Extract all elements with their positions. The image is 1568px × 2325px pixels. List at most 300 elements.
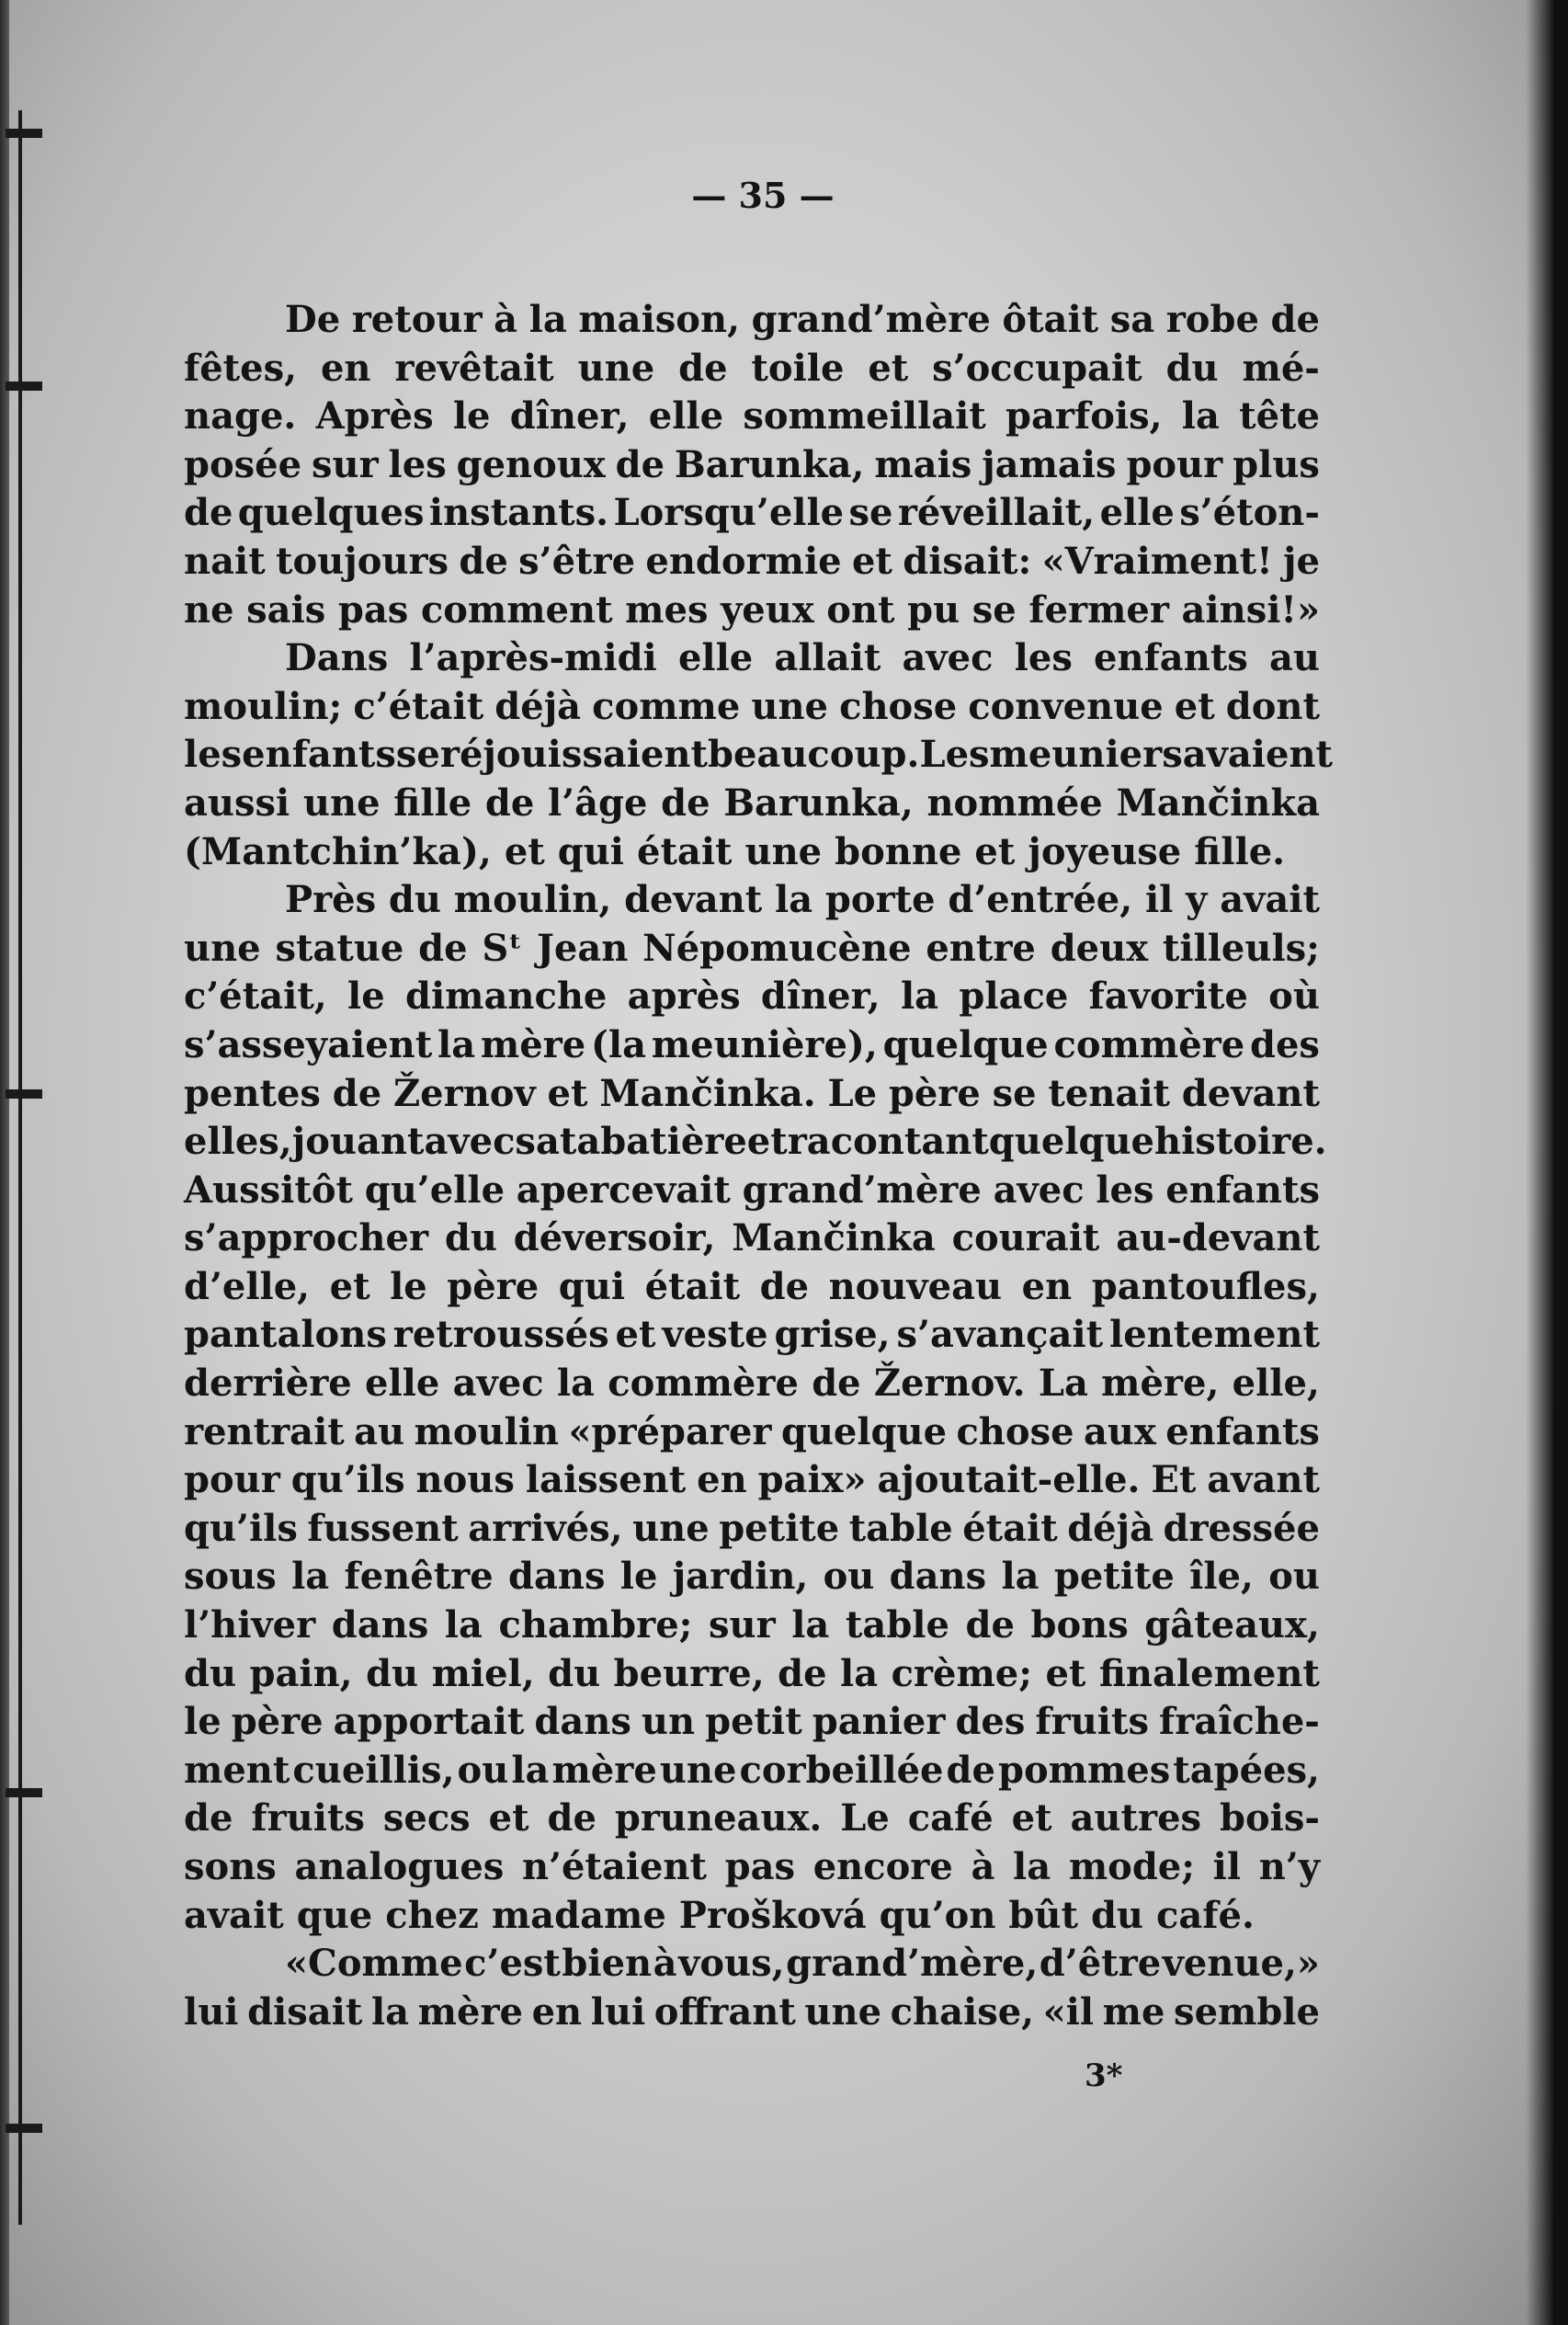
- word: aux: [1083, 1409, 1156, 1453]
- word: pour: [184, 1458, 280, 1502]
- word: du: [1165, 346, 1219, 390]
- word: en: [320, 346, 371, 390]
- word: nait: [184, 539, 266, 583]
- word: secs: [382, 1796, 471, 1841]
- word: qu’ils: [184, 1506, 298, 1550]
- word: posée: [184, 442, 302, 486]
- word: cueillis,: [292, 1748, 455, 1792]
- word: de: [946, 1748, 995, 1792]
- word: Aussitôt: [184, 1168, 353, 1212]
- word: histoire.: [1154, 1120, 1327, 1164]
- word: une: [659, 1748, 737, 1792]
- word: de: [184, 1796, 233, 1841]
- word: c’était,: [184, 974, 327, 1019]
- word: meuniers: [989, 733, 1183, 777]
- word: la: [291, 1555, 330, 1599]
- word: maison,: [578, 298, 740, 341]
- word: le: [619, 1555, 658, 1599]
- text-line: [184, 1698, 1320, 1747]
- word: pain,: [249, 1651, 353, 1695]
- word: Jean: [536, 926, 629, 970]
- word: se: [395, 733, 440, 777]
- text-line: [184, 1795, 1320, 1843]
- text-line: [184, 1989, 1320, 2037]
- word: et: [1045, 1651, 1086, 1695]
- word: il: [1144, 878, 1174, 922]
- binding-stitch-mark: [6, 382, 42, 391]
- word: tapées,: [1173, 1748, 1320, 1792]
- word: de: [184, 491, 233, 535]
- text-line: [184, 780, 1320, 828]
- word: ne: [184, 587, 234, 632]
- word: des: [1249, 1022, 1320, 1066]
- word: Le: [840, 1796, 890, 1841]
- word: toile: [751, 346, 845, 390]
- word: était: [644, 1264, 741, 1308]
- word: nouveau: [828, 1264, 1003, 1308]
- text-line: [184, 1408, 1320, 1457]
- word: dîner,: [509, 394, 630, 439]
- word: comment: [420, 587, 613, 632]
- text-line: [184, 1167, 1320, 1215]
- word: père: [231, 1700, 324, 1744]
- text-line: [184, 489, 1320, 538]
- word: n’y: [1258, 1845, 1320, 1888]
- word: Mančinka.: [599, 1071, 816, 1115]
- word: de: [418, 926, 468, 970]
- book-page: [9, 0, 1553, 2325]
- word: ou: [823, 1555, 875, 1599]
- word: tabatière: [559, 1120, 747, 1164]
- text-line: [184, 538, 1320, 587]
- word: tête: [1239, 394, 1320, 439]
- word: Prošková: [678, 1893, 867, 1937]
- word: moulin,: [453, 878, 612, 922]
- word: jouant: [291, 1120, 425, 1164]
- word: d’elle,: [184, 1264, 311, 1308]
- word: Žernov.: [873, 1362, 1026, 1406]
- word: (la: [590, 1022, 647, 1066]
- word: de: [778, 1651, 827, 1695]
- word: commère: [1053, 1022, 1245, 1066]
- word: favorite: [1088, 974, 1248, 1019]
- text-line: [184, 683, 1320, 732]
- word: se: [848, 491, 893, 535]
- word: la: [1181, 394, 1220, 439]
- text-line: [184, 1892, 1320, 1941]
- word: retour: [351, 298, 483, 341]
- word: ainsi!»: [1181, 587, 1320, 632]
- word: d’entrée,: [948, 878, 1133, 922]
- word: quelque: [882, 1022, 1049, 1066]
- word: pantalons: [184, 1313, 387, 1357]
- word: se: [992, 1071, 1037, 1115]
- word: Žernov: [392, 1071, 536, 1115]
- word: me: [1102, 1989, 1165, 2034]
- word: disait:: [903, 539, 1032, 583]
- word: pas: [337, 587, 409, 632]
- word: déjà: [1067, 1506, 1154, 1550]
- word: sa: [1109, 298, 1155, 341]
- text-line: [184, 441, 1320, 490]
- word: jamais: [982, 442, 1117, 486]
- word: enfants: [1165, 1409, 1320, 1453]
- word: la: [444, 1603, 483, 1647]
- word: en: [1021, 1264, 1073, 1308]
- text-line: [184, 876, 1320, 925]
- word: et: [868, 346, 909, 390]
- word: avait: [1220, 878, 1320, 922]
- word: il: [1212, 1845, 1242, 1888]
- word: fêtes,: [184, 346, 298, 390]
- binding-stitch-mark: [6, 1788, 42, 1797]
- word: pas: [724, 1845, 796, 1888]
- word: fille: [393, 781, 472, 825]
- word: endormie: [645, 539, 842, 583]
- binding-stitch-mark: [6, 1089, 42, 1099]
- word: d’être: [1039, 1942, 1162, 1986]
- word: réveillait,: [897, 491, 1096, 535]
- word: crème;: [891, 1651, 1032, 1695]
- word: de: [965, 1603, 1015, 1647]
- text-line: [184, 925, 1320, 974]
- word: et: [974, 829, 1016, 873]
- word: chaise,: [890, 1989, 1035, 2034]
- word: une: [302, 781, 381, 825]
- word: qui: [558, 1264, 626, 1308]
- word: fruits: [251, 1796, 365, 1841]
- text-line: [184, 1843, 1320, 1892]
- word: mes: [625, 587, 709, 632]
- word: petite: [1053, 1555, 1175, 1599]
- word: analogues: [294, 1845, 505, 1888]
- text-line: [184, 1118, 1327, 1167]
- word: moulin: [414, 1409, 560, 1453]
- word: Le: [827, 1071, 878, 1115]
- word: réjouissaient: [439, 733, 708, 777]
- word: une: [184, 926, 261, 970]
- word: la: [1013, 1845, 1051, 1888]
- word: était: [637, 829, 733, 873]
- word: mais: [874, 442, 972, 486]
- text-line: [184, 1505, 1320, 1554]
- word: porte: [824, 878, 936, 922]
- word: genoux: [456, 442, 606, 486]
- word: s’éton-: [1179, 491, 1320, 535]
- binding-thread: [18, 110, 22, 2225]
- word: et: [547, 1071, 588, 1115]
- text-line: [184, 1456, 1320, 1505]
- word: au: [1268, 636, 1320, 680]
- word: ôtait: [1002, 298, 1099, 341]
- word: vous,: [678, 1942, 785, 1986]
- word: une: [751, 684, 829, 728]
- word: chose: [956, 1409, 1074, 1453]
- word: des: [955, 1700, 1026, 1744]
- word: mère,: [1101, 1362, 1220, 1406]
- word: robe: [1165, 298, 1259, 341]
- word: de: [547, 1796, 597, 1841]
- word: une: [632, 1506, 710, 1550]
- word: fussent: [307, 1506, 459, 1550]
- word: mode;: [1068, 1845, 1196, 1888]
- word: les: [1014, 636, 1073, 680]
- word: que: [296, 1893, 373, 1937]
- word: fraîche-: [1159, 1700, 1320, 1744]
- word: La: [1038, 1362, 1088, 1406]
- word: c’était: [353, 684, 484, 728]
- text-line: [184, 1553, 1320, 1601]
- word: «Vraiment!: [1041, 539, 1273, 583]
- word: rentrait: [184, 1409, 345, 1453]
- word: grand’mère: [742, 1168, 982, 1212]
- word: plus: [1233, 442, 1320, 486]
- word: elle: [1099, 491, 1175, 535]
- word: moulin;: [184, 684, 343, 728]
- word: avaient: [1182, 733, 1333, 777]
- text-line: [184, 1601, 1320, 1650]
- word: sur: [311, 442, 379, 486]
- word: avec: [452, 1362, 544, 1406]
- word: Près: [285, 878, 377, 922]
- word: tenait: [1048, 1071, 1170, 1115]
- word: s’asseyaient: [184, 1022, 433, 1066]
- word: père: [447, 1264, 540, 1308]
- word: meunière),: [651, 1022, 878, 1066]
- word: enfants: [242, 733, 396, 777]
- word: de: [812, 1362, 861, 1406]
- text-line: [184, 1311, 1320, 1360]
- word: racontant: [787, 1120, 989, 1164]
- word: sommeillait: [743, 394, 986, 439]
- word: Lorsqu’elle: [613, 491, 845, 535]
- word: paix»: [757, 1458, 867, 1502]
- word: je: [1283, 539, 1320, 583]
- word: bien: [562, 1942, 653, 1986]
- word: l’hiver: [184, 1603, 316, 1647]
- word: petite: [719, 1506, 840, 1550]
- word: avant: [1207, 1458, 1320, 1502]
- word: Népomucène: [642, 926, 912, 970]
- word: fenêtre: [344, 1555, 494, 1599]
- word: du: [184, 1651, 237, 1695]
- word: et: [615, 1313, 656, 1357]
- word: Après: [315, 394, 434, 439]
- word: la: [370, 1989, 410, 2034]
- word: elle: [677, 636, 754, 680]
- text-line: [184, 634, 1320, 683]
- word: quelque: [988, 1120, 1154, 1164]
- word: qu’elle: [364, 1168, 506, 1212]
- word: ment: [184, 1748, 290, 1792]
- printer-signature-mark: 3*: [1085, 2057, 1123, 2094]
- word: s’approcher: [184, 1216, 429, 1260]
- word: ajoutait-elle.: [877, 1458, 1141, 1502]
- word: avec: [902, 636, 994, 680]
- word: était: [962, 1506, 1058, 1550]
- word: et: [329, 1264, 370, 1308]
- word: lentement: [1109, 1313, 1320, 1357]
- word: fermer: [1028, 587, 1169, 632]
- word: dans: [331, 1603, 429, 1647]
- word: la: [511, 1748, 550, 1792]
- word: une: [744, 829, 823, 873]
- word: se: [971, 587, 1017, 632]
- word: qui: [557, 829, 624, 873]
- word: déversoir,: [513, 1216, 716, 1260]
- word: la: [437, 1022, 476, 1066]
- word: semble: [1174, 1989, 1320, 2034]
- word: de: [484, 781, 535, 825]
- word: instants.: [428, 491, 609, 535]
- text-line: [184, 345, 1320, 393]
- word: Dans: [285, 636, 389, 680]
- word: de: [678, 346, 728, 390]
- word: nage.: [184, 394, 297, 439]
- word: à: [653, 1942, 677, 1986]
- word: entre: [926, 926, 1036, 970]
- word: qu’on: [879, 1893, 996, 1937]
- word: elle,: [1232, 1362, 1320, 1406]
- word: les: [184, 733, 243, 777]
- word: et: [504, 829, 545, 873]
- word: sa: [515, 1120, 560, 1164]
- word: toujours: [276, 539, 449, 583]
- word: du: [444, 1216, 497, 1260]
- word: beaucoup.: [708, 733, 920, 777]
- word: sons: [184, 1845, 277, 1888]
- word: du: [1090, 1893, 1144, 1937]
- word: nous: [415, 1458, 515, 1502]
- word: dîner,: [760, 974, 881, 1019]
- word: après: [627, 974, 741, 1019]
- word: grand’mère,: [786, 1942, 1039, 1986]
- word: ou: [457, 1748, 509, 1792]
- text-line: [184, 1070, 1320, 1119]
- word: pommes: [997, 1748, 1171, 1792]
- word: comme: [592, 684, 741, 728]
- word: une: [804, 1989, 882, 2034]
- word: c’est: [464, 1942, 561, 1986]
- word: mé-: [1242, 346, 1320, 390]
- word: sous: [184, 1555, 277, 1599]
- word: quelques: [237, 491, 425, 535]
- word: petit: [705, 1700, 802, 1744]
- word: café.: [1156, 1893, 1255, 1937]
- word: le: [184, 1700, 222, 1744]
- word: «préparer: [568, 1409, 772, 1453]
- word: avait: [184, 1893, 284, 1937]
- binding-stitch-mark: [6, 129, 42, 138]
- word: de: [1270, 298, 1320, 341]
- word: avec: [424, 1120, 516, 1164]
- word: revêtait: [394, 346, 554, 390]
- word: au: [354, 1409, 405, 1453]
- word: où: [1268, 974, 1320, 1019]
- word: et: [1011, 1796, 1052, 1841]
- word: parfois,: [1006, 394, 1163, 439]
- word: s’avançait: [896, 1313, 1104, 1357]
- word: chez: [385, 1893, 479, 1937]
- word: déjà: [494, 684, 582, 728]
- word: beurre,: [613, 1651, 765, 1695]
- text-line: [184, 828, 1320, 877]
- word: Mančinka: [732, 1216, 936, 1260]
- word: le: [452, 394, 491, 439]
- word: (Mantchin’ka),: [184, 829, 492, 873]
- word: et: [1174, 684, 1215, 728]
- word: sur: [708, 1603, 776, 1647]
- word: café: [907, 1796, 994, 1841]
- word: en: [531, 1989, 583, 2034]
- word: encore: [812, 1845, 953, 1888]
- word: apportait: [333, 1700, 525, 1744]
- word: enfants: [1094, 636, 1248, 680]
- text-line: [184, 1021, 1320, 1070]
- word: avec: [993, 1168, 1085, 1212]
- word: un: [641, 1700, 696, 1744]
- word: et: [746, 1120, 788, 1164]
- word: du: [548, 1651, 601, 1695]
- word: la: [775, 878, 813, 922]
- word: s’être: [518, 539, 636, 583]
- word: table: [848, 1506, 953, 1550]
- word: devant: [1181, 1071, 1320, 1115]
- word: le: [390, 1264, 427, 1308]
- word: la: [900, 974, 939, 1019]
- word: bois-: [1219, 1796, 1320, 1841]
- page-edge-shadow: [1526, 0, 1553, 2325]
- word: De: [285, 298, 341, 341]
- word: veste: [662, 1313, 768, 1357]
- word: de: [332, 1071, 382, 1115]
- word: elle: [648, 394, 724, 439]
- book-spine-edge: [0, 0, 9, 2325]
- word: mère: [551, 1748, 657, 1792]
- text-line: [184, 587, 1320, 635]
- word: Et: [1151, 1458, 1197, 1502]
- word: la: [840, 1651, 879, 1695]
- word: à: [494, 298, 518, 341]
- word: mère: [480, 1022, 586, 1066]
- word: l’âge: [547, 781, 648, 825]
- word: «il: [1042, 1989, 1095, 2034]
- word: au-devant: [1116, 1216, 1320, 1260]
- word: de: [615, 442, 665, 486]
- word: corbeillée: [739, 1748, 944, 1792]
- text-line: [184, 1747, 1320, 1795]
- word: qu’ils: [290, 1458, 405, 1502]
- text-line: [184, 1360, 1320, 1408]
- word: n’étaient: [521, 1845, 707, 1888]
- word: place: [959, 974, 1069, 1019]
- word: bons: [1030, 1603, 1129, 1647]
- text-line: [184, 393, 1320, 441]
- word: pantoufles,: [1091, 1264, 1320, 1308]
- word: Mančinka: [1116, 781, 1320, 825]
- word: sais: [246, 587, 326, 632]
- word: panier: [812, 1700, 946, 1744]
- word: Sᵗ: [482, 926, 523, 970]
- text-line: [184, 1263, 1320, 1312]
- word: joyeuse: [1028, 829, 1182, 873]
- word: laissent: [525, 1458, 687, 1502]
- word: enfants: [1165, 1168, 1320, 1212]
- word: convenue: [968, 684, 1164, 728]
- word: elles,: [184, 1120, 292, 1164]
- word: Barunka,: [723, 781, 914, 825]
- word: miel,: [431, 1651, 535, 1695]
